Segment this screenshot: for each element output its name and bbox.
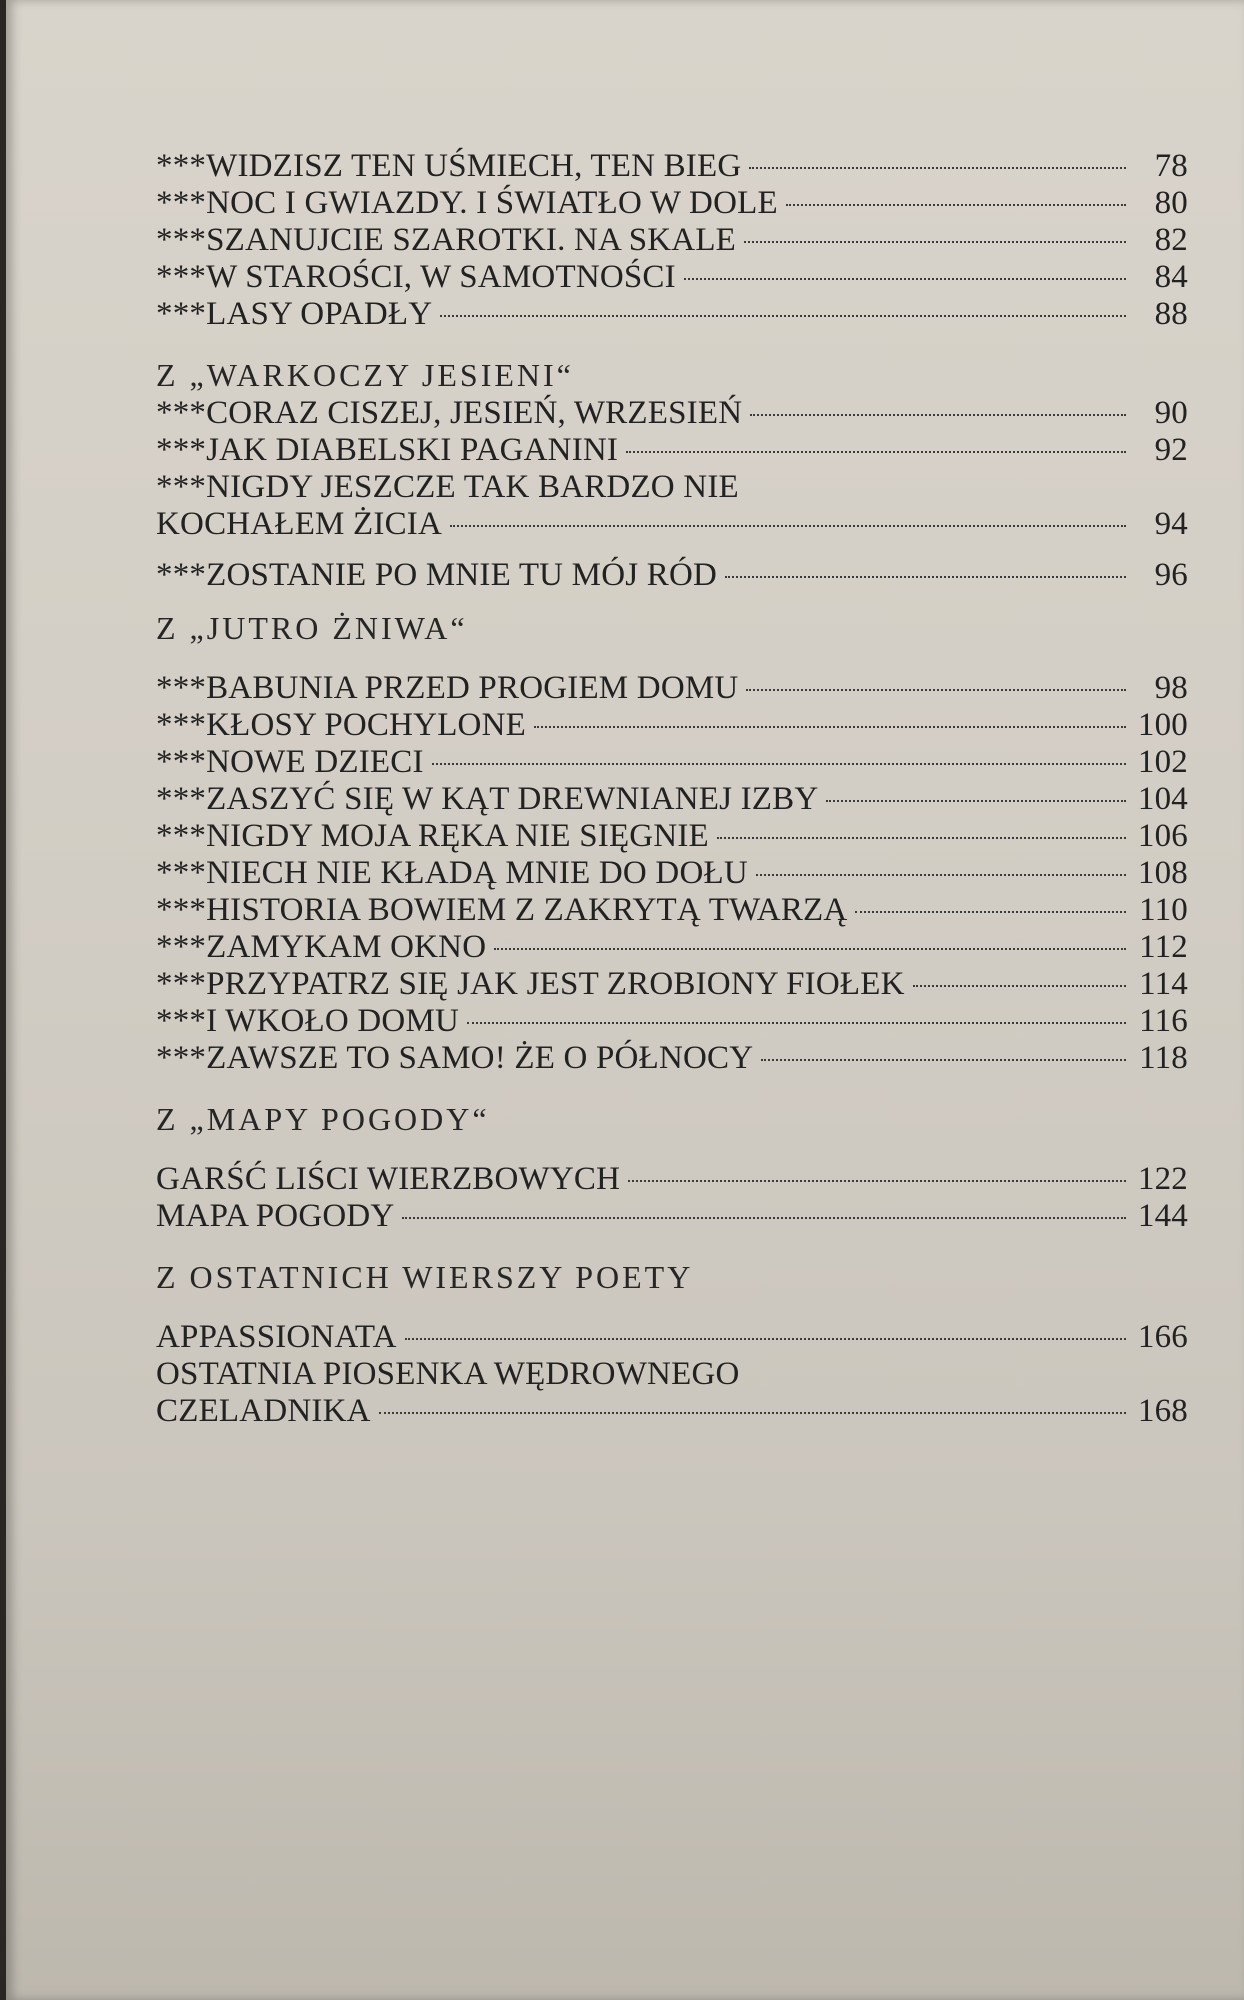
entry-page: 114	[1139, 966, 1188, 1002]
toc-entry	[156, 929, 1188, 966]
toc-entry	[156, 744, 1188, 781]
entry-page: 112	[1139, 929, 1188, 965]
toc-entry	[156, 892, 1188, 929]
entry-title: ***ZASZYĆ SIĘ W KĄT DREWNIANEJ IZBY	[156, 781, 819, 817]
dot-leader	[467, 1022, 1126, 1024]
dot-leader	[432, 763, 1126, 765]
entry-title-line1: ***NIGDY JESZCZE TAK BARDZO NIE	[156, 469, 739, 505]
entry-page: 106	[1137, 818, 1188, 854]
dot-leader	[746, 689, 1126, 691]
toc-entry	[156, 1003, 1188, 1040]
section-heading: Z OSTATNICH WIERSZY POETY	[156, 1259, 694, 1295]
entry-title: ***I WKOŁO DOMU	[156, 1003, 460, 1039]
toc-entry	[156, 1319, 1188, 1356]
dot-leader	[494, 948, 1126, 950]
entry-page: 90	[1154, 395, 1188, 431]
entry-page: 82	[1154, 222, 1188, 258]
dot-leader	[684, 278, 1126, 280]
entry-page: 98	[1154, 670, 1188, 706]
entry-page: 168	[1137, 1393, 1188, 1429]
entry-title: ***ZAWSZE TO SAMO! ŻE O PÓŁNOCY	[156, 1040, 754, 1076]
entry-title: ***BABUNIA PRZED PROGIEM DOMU	[156, 670, 739, 706]
entry-page: 94	[1154, 506, 1188, 542]
dot-leader	[913, 985, 1126, 987]
toc-entry	[156, 781, 1188, 818]
entry-page: 84	[1154, 259, 1188, 295]
dot-leader	[450, 525, 1126, 527]
dot-leader	[534, 726, 1126, 728]
dot-leader	[761, 1059, 1126, 1061]
entry-title: ***W STAROŚCI, W SAMOTNOŚCI	[156, 259, 676, 295]
toc-entry	[156, 1161, 1188, 1198]
entry-title: ***KŁOSY POCHYLONE	[156, 707, 526, 743]
dot-leader	[628, 1180, 1126, 1182]
book-page	[6, 0, 1244, 2000]
entry-title: ***CORAZ CISZEJ, JESIEŃ, WRZESIEŃ	[156, 395, 743, 431]
toc-entry	[156, 670, 1188, 707]
entry-title: ***NOWE DZIECI	[156, 744, 424, 780]
toc-entry	[156, 557, 1188, 594]
dot-leader	[402, 1217, 1126, 1219]
dot-leader	[750, 414, 1126, 416]
entry-title: ***NIECH NIE KŁADĄ MNIE DO DOŁU	[156, 855, 748, 891]
entry-page: 110	[1139, 892, 1188, 928]
dot-leader	[744, 241, 1126, 243]
dot-leader	[626, 451, 1126, 453]
entry-title: ***JAK DIABELSKI PAGANINI	[156, 432, 619, 468]
section-heading: Z „JUTRO ŻNIWA“	[156, 610, 468, 646]
toc-entry	[156, 707, 1188, 744]
entry-page: 100	[1137, 707, 1188, 743]
entry-title: CZELADNIKA	[156, 1393, 371, 1429]
toc-entry	[156, 1198, 1188, 1235]
entry-title: ***ZOSTANIE PO MNIE TU MÓJ RÓD	[156, 557, 718, 593]
toc-entry	[156, 469, 1188, 543]
entry-title: ***HISTORIA BOWIEM Z ZAKRYTĄ TWARZĄ	[156, 892, 848, 928]
toc-entry	[156, 222, 1188, 259]
entry-title: ***WIDZISZ TEN UŚMIECH, TEN BIEG	[156, 148, 742, 184]
entry-page: 92	[1154, 432, 1188, 468]
toc-entry	[156, 855, 1188, 892]
entry-page: 80	[1154, 185, 1188, 221]
toc-entry	[156, 185, 1188, 222]
dot-leader	[379, 1412, 1126, 1414]
entry-page: 122	[1137, 1161, 1188, 1197]
entry-page: 166	[1137, 1319, 1188, 1355]
dot-leader	[717, 837, 1126, 839]
table-of-contents	[156, 148, 1188, 1430]
entry-title: GARŚĆ LIŚCI WIERZBOWYCH	[156, 1161, 621, 1197]
entry-title: MAPA POGODY	[156, 1198, 395, 1234]
section-heading: Z „MAPY POGODY“	[156, 1101, 490, 1137]
toc-entry	[156, 432, 1188, 469]
dot-leader	[725, 576, 1126, 578]
entry-title-line1: OSTATNIA PIOSENKA WĘDROWNEGO	[156, 1356, 740, 1392]
entry-title: ***ZAMYKAM OKNO	[156, 929, 487, 965]
toc-entry	[156, 1356, 1188, 1430]
dot-leader	[786, 204, 1126, 206]
entry-title: APPASSIONATA	[156, 1319, 397, 1355]
entry-title: ***NIGDY MOJA RĘKA NIE SIĘGNIE	[156, 818, 709, 854]
dot-leader	[405, 1338, 1126, 1340]
toc-entry	[156, 1040, 1188, 1077]
entry-title: ***PRZYPATRZ SIĘ JAK JEST ZROBIONY FIOŁEK	[156, 966, 905, 1002]
toc-entry	[156, 395, 1188, 432]
entry-page: 104	[1137, 781, 1188, 817]
entry-page: 144	[1137, 1198, 1188, 1234]
entry-title: ***LASY OPADŁY	[156, 296, 433, 332]
dot-leader	[749, 167, 1126, 169]
toc-entry	[156, 148, 1188, 185]
entry-page: 108	[1137, 855, 1188, 891]
entry-title: KOCHAŁEM ŻICIA	[156, 506, 443, 542]
entry-title: ***SZANUJCIE SZAROTKI. NA SKALE	[156, 222, 737, 258]
entry-page: 96	[1154, 557, 1188, 593]
entry-page: 102	[1137, 744, 1188, 780]
entry-page: 88	[1154, 296, 1188, 332]
entry-page: 118	[1139, 1040, 1188, 1076]
entry-title: ***NOC I GWIAZDY. I ŚWIATŁO W DOLE	[156, 185, 778, 221]
dot-leader	[826, 800, 1126, 802]
entry-page: 116	[1139, 1003, 1188, 1039]
entry-page: 78	[1154, 148, 1188, 184]
dot-leader	[440, 315, 1126, 317]
dot-leader	[756, 874, 1126, 876]
toc-entry	[156, 818, 1188, 855]
dot-leader	[855, 911, 1126, 913]
section-heading: Z „WARKOCZY JESIENI“	[156, 357, 574, 393]
toc-entry	[156, 296, 1188, 333]
toc-entry	[156, 259, 1188, 296]
toc-entry	[156, 966, 1188, 1003]
